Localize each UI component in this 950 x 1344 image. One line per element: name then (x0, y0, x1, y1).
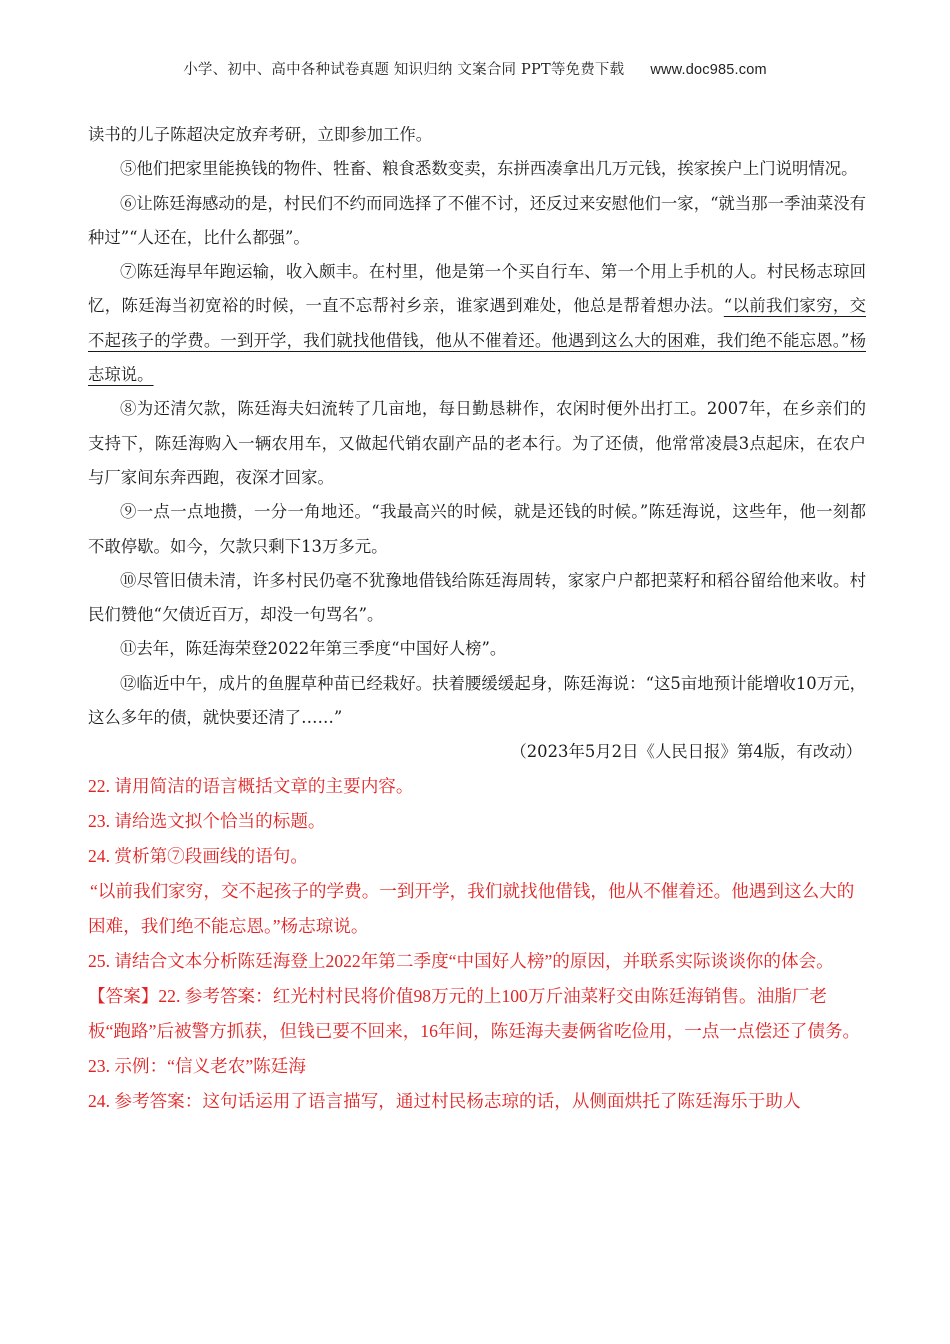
document-body (88, 118, 866, 1119)
page-header (0, 58, 950, 79)
header-site-link[interactable]: www.doc985.com (650, 62, 767, 78)
article-paragraph-9: ⑨一点一点地攒，一分一角地还。“我最高兴的时候，就是还钱的时候。”陈廷海说，这些年，他一刻都不敢停歇。如今，欠款只剩下13万多元。 (88, 502, 866, 556)
article-paragraph-7 (88, 255, 866, 392)
article-paragraph-10: ⑩尽管旧债未清，许多村民仍毫不犹豫地借钱给陈廷海周转，家家户户都把菜籽和稻谷留给他来收。村民们赞他“欠债近百万，却没一句骂名”。 (88, 570, 866, 625)
article-paragraph-6: ⑥让陈廷海感动的是，村民们不约而同选择了不催不讨，还反过来安慰他们一家，“就当那一季油菜没有种过”“人还在，比什么都强”。 (88, 193, 866, 247)
article-paragraph-continued: 读书的儿子陈超决定放弃考研，立即参加工作。 (88, 125, 433, 144)
question-24: 24. 赏析第⑦段画线的语句。 (88, 846, 308, 867)
question-22: 22. 请用简洁的语言概括文章的主要内容。 (88, 776, 414, 797)
article-source: （2023年5月2日《人民日报》第4版，有改动） (510, 742, 862, 762)
paragraph-7-underlined-sentence: “以前我们家穷，交不起孩子的学费。一到开学，我们就找他借钱，他从不催着还。他遇到这么大的困难，我们绝不能忘恩。”杨志琼说。 (88, 296, 866, 385)
paragraph-7-plain: ⑦陈廷海早年跑运输，收入颇丰。在村里，他是第一个买自行车、第一个用上手机的人。村民杨志琼回忆，陈廷海当初宽裕的时候，一直不忘帮衬乡亲，谁家遇到难处，他总是帮着想办法。 (88, 262, 866, 316)
answer-24: 24. 参考答案：这句话运用了语言描写，通过村民杨志琼的话，从侧面烘托了陈廷海乐于助人 (88, 1091, 801, 1112)
answer-23: 23. 示例：“信义老农”陈廷海 (88, 1056, 306, 1077)
article-paragraph-5: ⑤他们把家里能换钱的物件、牲畜、粮食悉数变卖，东拼西凑拿出几万元钱，挨家挨户上门说明情况。 (120, 159, 858, 179)
article-paragraph-12: ⑫临近中午，成片的鱼腥草种苗已经栽好。扶着腰缓缓起身，陈廷海说：“这5亩地预计能增收10万元，这么多年的债，就快要还清了……” (88, 673, 866, 728)
article-paragraph-8: ⑧为还清欠款，陈廷海夫妇流转了几亩地，每日勤恳耕作，农闲时便外出打工。2007年，在乡亲们的支持下，陈廷海购入一辆农用车，又做起代销农副产品的老本行。为了还债，他常常凌晨3点起床，在农户与厂家间东奔西跑，夜深才回家。 (88, 399, 866, 487)
question-24-quote: “以前我们家穷，交不起孩子的学费。一到开学，我们就找他借钱，他从不催着还。他遇到这么大的困难，我们绝不能忘恩。”杨志琼说。 (88, 881, 855, 937)
header-text: 小学、初中、高中各种试卷真题 知识归纳 文案合同 PPT等免费下载 (183, 62, 625, 78)
question-25: 25. 请结合文本分析陈廷海登上2022年第二季度“中国好人榜”的原因，并联系实际谈谈你的体会。 (88, 951, 834, 972)
answer-22: 【答案】22. 参考答案：红光村村民将价值98万元的上100万斤油菜籽交由陈廷海销售。油脂厂老板“跑路”后被警方抓获，但钱已要不回来，16年间，陈廷海夫妻俩省吃俭用，一点一点偿还了债务。 (88, 986, 861, 1042)
question-23: 23. 请给选文拟个恰当的标题。 (88, 811, 326, 832)
article-paragraph-11: ⑪去年，陈廷海荣登2022年第三季度“中国好人榜”。 (120, 639, 507, 659)
